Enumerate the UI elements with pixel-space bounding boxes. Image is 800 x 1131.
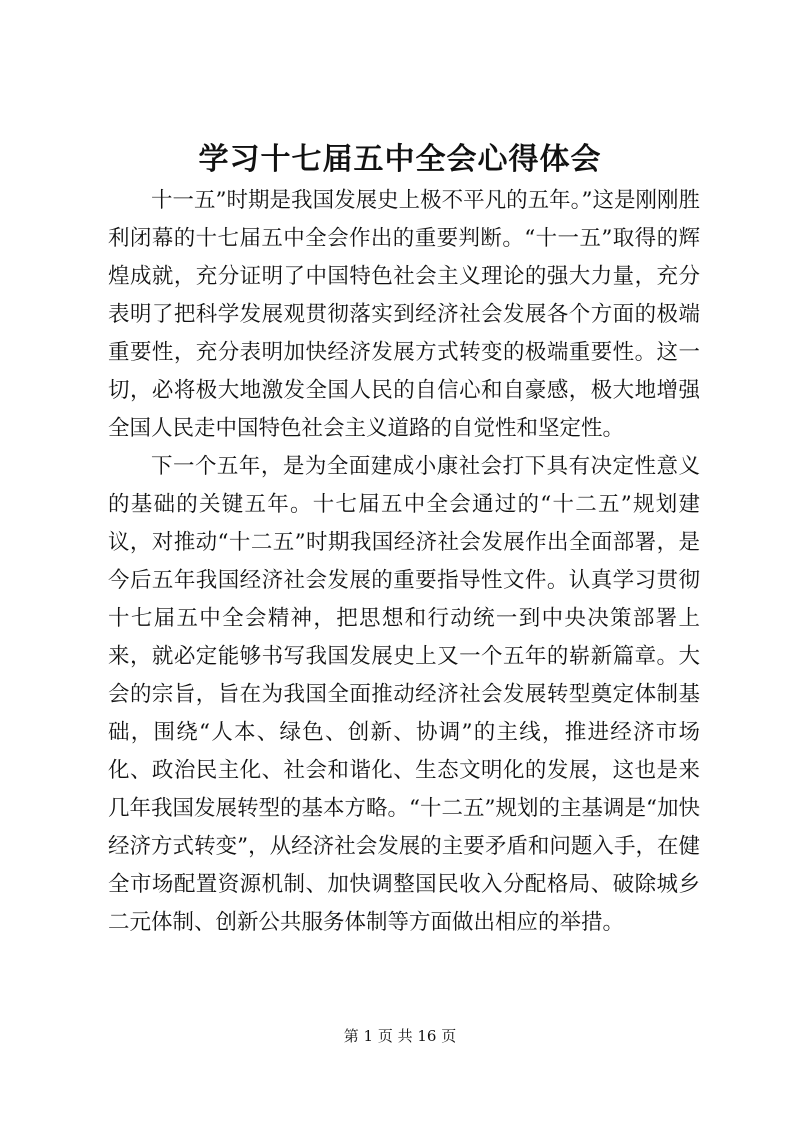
- paragraph-1: 十一五”时期是我国发展史上极不平凡的五年。”这是刚刚胜利闭幕的十七届五中全会作出的重要判断。“十一五”取得的辉煌成就，充分证明了中国特色社会主义理论的强大力量，充分表明了把科学发展观贯彻落实到经济社会发展各个方面的极端重要性，充分表明加快经济发展方式转变的极端重要性。这一切，必将极大地激发全国人民的自信心和自豪感，极大地增强全国人民走中国特色社会主义道路的自觉性和坚定性。: [108, 188, 700, 441]
- paragraph-2: 下一个五年，是为全面建成小康社会打下具有决定性意义的基础的关键五年。十七届五中全会通过的“十二五”规划建议，对推动“十二五”时期我国经济社会发展作出全面部署，是今后五年我国经济社会发展的重要指导性文件。认真学习贯彻十七届五中全会精神，把思想和行动统一到中央决策部署上来，就必定能够书写我国发展史上又一个五年的崭新篇章。大会的宗旨，旨在为我国全面推动经济社会发展转型奠定体制基础，围绕“人本、绿色、创新、协调”的主线，推进经济市场化、政治民主化、社会和谐化、生态文明化的发展，这也是来几年我国发展转型的基本方略。“十二五”规划的主基调是“加快经济方式转变”，从经济社会发展的主要矛盾和问题入手，在健全市场配置资源机制、加快调整国民收入分配格局、破除城乡二元体制、创新公共服务体制等方面做出相应的举措。: [108, 454, 700, 935]
- page-number-footer: 第 1 页 共 16 页: [343, 1027, 457, 1045]
- document-body: [108, 182, 700, 942]
- document-title: 学习十七届五中全会心得体会: [198, 142, 602, 177]
